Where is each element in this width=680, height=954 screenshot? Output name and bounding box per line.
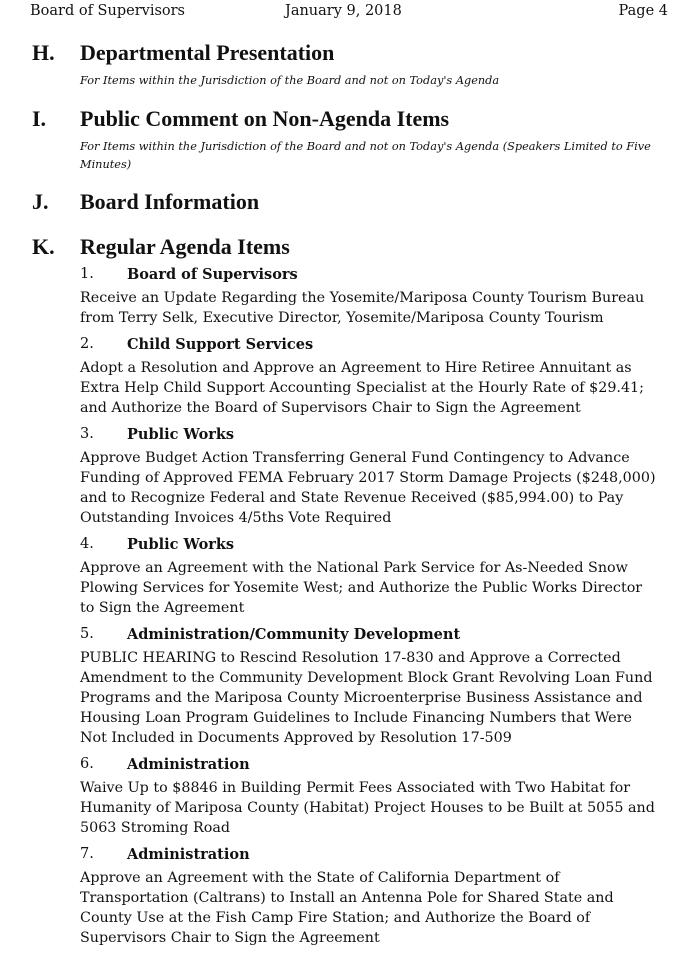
section-title: Public Comment on Non-Agenda Items [80, 106, 450, 131]
agenda-item-list [0, 264, 680, 954]
agenda-item-description: Approve an Agreement with the National Park Service for As-Needed Snow Plowing Services for Yosemite West; and Authorize the Public Works Director to Sign the Agreement [80, 560, 643, 616]
agenda-item [0, 264, 680, 328]
agenda-item-department: Public Works [127, 536, 235, 553]
section-title: Board Information [80, 189, 260, 214]
agenda-item-description: Waive Up to $8846 in Building Permit Fees Associated with Two Habitat for Humanity of Mariposa County (Habitat) Project Houses to be Built at 5055 and 5063 Stroming Road [80, 780, 655, 836]
agenda-item-number: 6. [80, 756, 94, 772]
agenda-item [0, 624, 680, 748]
agenda-item-department: Board of Supervisors [127, 266, 298, 283]
agenda-item-number: 2. [80, 336, 94, 352]
agenda-item [0, 844, 680, 948]
agenda-item-department: Administration [127, 846, 250, 863]
section-title: Departmental Presentation [80, 40, 335, 65]
agenda-item-description: Receive an Update Regarding the Yosemite/Mariposa County Tourism Bureau from Terry Selk, Executive Director, Yosemite/Mariposa County Tourism [80, 290, 645, 326]
agenda-item-description: Approve an Agreement with the State of California Department of Transportation (Caltrans) to Install an Antenna Pole for Shared State and County Use at the Fish Camp Fire Station; and Authorize the Board of Supervisors Chair to Sign the Agreement [80, 870, 614, 946]
section-letter: I. [32, 106, 47, 131]
agenda-item-department: Administration [127, 756, 250, 773]
agenda-item [0, 424, 680, 528]
agenda-item-number: 5. [80, 626, 94, 642]
agenda-item-description: PUBLIC HEARING to Rescind Resolution 17-830 and Approve a Corrected Amendment to the Community Development Block Grant Revolving Loan Fund Programs and the Mariposa County Microenterprise Business Assistance and Housing Loan Program Guidelines to Include Financing Numbers that Were Not Included in Documents Approved by Resolution 17-509 [80, 650, 653, 746]
header-page-number: Page 4 [618, 3, 668, 19]
header-board-name: Board of Supervisors [30, 3, 185, 19]
agenda-item-number: 4. [80, 536, 94, 552]
agenda-item-description: Approve Budget Action Transferring General Fund Contingency to Advance Funding of Approved FEMA February 2017 Storm Damage Projects ($248,000) and to Recognize Federal and State Revenue Received ($85,994.00) to Pay Outstanding Invoices 4/5ths Vote Required [80, 450, 656, 526]
agenda-item-department: Public Works [127, 426, 235, 443]
agenda-item-number: 7. [80, 846, 94, 862]
agenda-item [0, 534, 680, 618]
agenda-item [0, 754, 680, 838]
section-subtitle: For Items within the Jurisdiction of the Board and not on Today's Agenda [80, 74, 500, 87]
section-letter: H. [32, 40, 55, 65]
section-title: Regular Agenda Items [80, 234, 290, 259]
section-subtitle: For Items within the Jurisdiction of the Board and not on Today's Agenda (Speakers Limited to Five Minutes) [80, 140, 651, 171]
agenda-item-number: 1. [80, 266, 94, 282]
section-letter: K. [32, 234, 55, 259]
header-date: January 9, 2018 [285, 3, 402, 19]
agenda-item-description: Adopt a Resolution and Approve an Agreement to Hire Retiree Annuitant as Extra Help Child Support Accounting Specialist at the Hourly Rate of $29.41; and Authorize the Board of Supervisors Chair to Sign the Agreement [80, 360, 644, 416]
agenda-item-department: Child Support Services [127, 336, 314, 353]
agenda-item-number: 3. [80, 426, 94, 442]
agenda-item [0, 334, 680, 418]
page-header [0, 3, 680, 23]
section-letter: J. [32, 189, 49, 214]
agenda-item-department: Administration/Community Development [127, 626, 461, 643]
